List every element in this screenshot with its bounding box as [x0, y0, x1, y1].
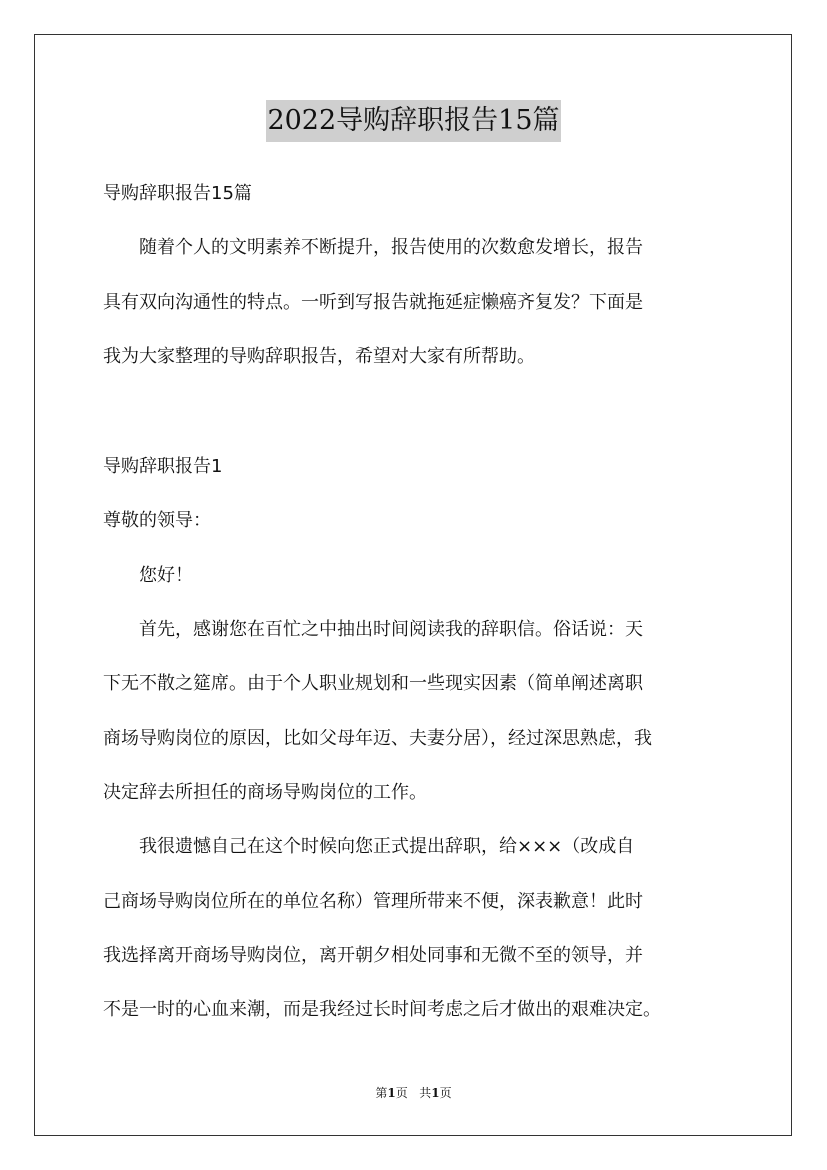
page-number-suffix: 页 — [395, 1086, 408, 1100]
total-pages: 1 — [431, 1086, 440, 1100]
paragraph-line: 首先，感谢您在百忙之中抽出时间阅读我的辞职信。俗话说：天 — [103, 619, 643, 640]
title-container — [0, 100, 827, 142]
subtitle-line: 导购辞职报告15篇 — [103, 183, 252, 204]
page-footer — [0, 1084, 827, 1101]
greeting: 您好！ — [103, 565, 193, 586]
paragraph-line: 我为大家整理的导购辞职报告，希望对大家有所帮助。 — [103, 346, 535, 367]
section-heading: 导购辞职报告1 — [103, 456, 223, 477]
paragraph-line: 不是一时的心血来潮，而是我经过长时间考虑之后才做出的艰难决定。 — [103, 999, 661, 1020]
paragraph-line: 决定辞去所担任的商场导购岗位的工作。 — [103, 782, 427, 803]
page-number-prefix: 第 — [375, 1086, 388, 1100]
paragraph-line: 商场导购岗位的原因，比如父母年迈、夫妻分居），经过深思熟虑，我 — [103, 728, 652, 749]
total-pages-suffix: 页 — [439, 1086, 452, 1100]
paragraph-line: 我选择离开商场导购岗位，离开朝夕相处同事和无微不至的领导，并 — [103, 945, 643, 966]
paragraph-line: 我很遗憾自己在这个时候向您正式提出辞职，给×××（改成自 — [103, 836, 635, 857]
page-number: 1 — [387, 1086, 396, 1100]
paragraph-line: 下无不散之筵席。由于个人职业规划和一些现实因素（简单阐述离职 — [103, 673, 643, 694]
paragraph-line: 己商场导购岗位所在的单位名称）管理所带来不便，深表歉意！此时 — [103, 891, 643, 912]
document-title: 2022导购辞职报告15篇 — [266, 100, 560, 142]
paragraph-line: 随着个人的文明素养不断提升，报告使用的次数愈发增长，报告 — [103, 237, 643, 258]
paragraph-line: 具有双向沟通性的特点。一听到写报告就拖延症懒癌齐复发？下面是 — [103, 292, 643, 313]
salutation: 尊敬的领导： — [103, 510, 211, 531]
total-pages-prefix: 共 — [419, 1086, 432, 1100]
